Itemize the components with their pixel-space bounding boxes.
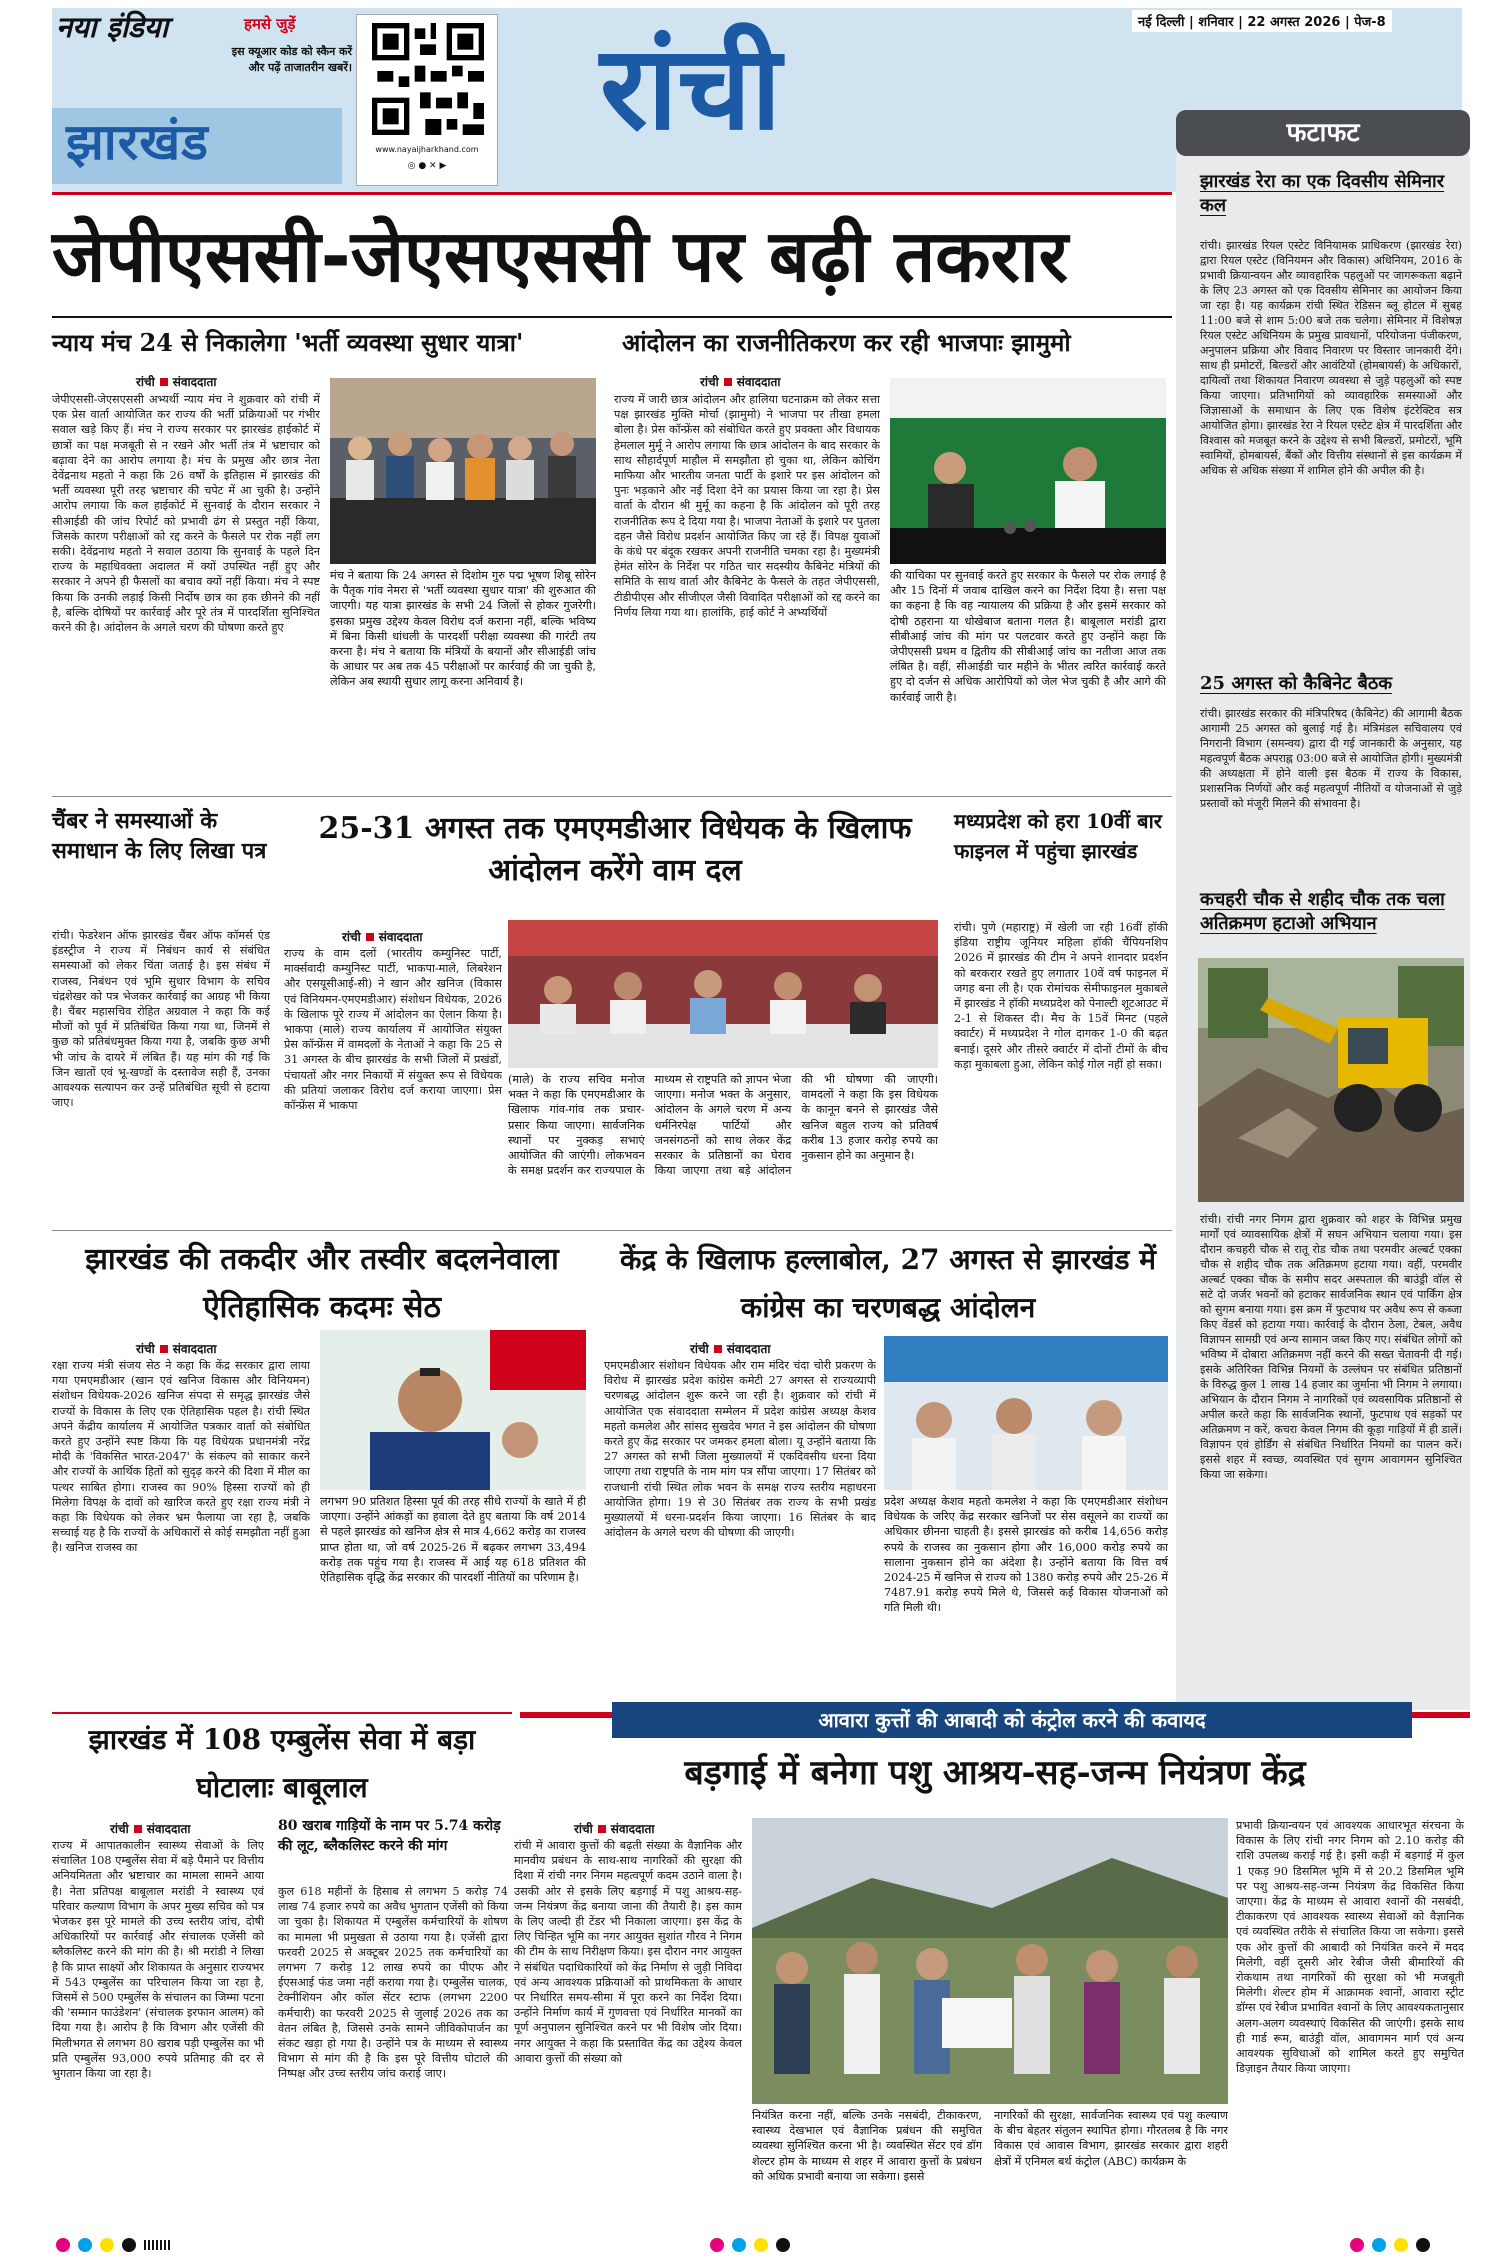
story9-body4: प्रभावी क्रियान्वयन एवं आवश्यक आधारभूत संरचना के विकास के लिए रांची नगर निगम को 2.10 करोड़ की राशि उपलब्ध कराई गई है। इसी कड़ी में बड़गाई में कुल 1 एकड़ 90 डिसमिल भूमि में से 20.2 डिसमिल भूमि पर पशु आश्रय-सह-जन्म नियंत्रण केंद्र विकसित किया जाएगा। केंद्र के माध्यम से आवारा श्वानों की नसबंदी, टीकाकरण एवं आवश्यक स्वास्थ्य सेवाओं को वैज्ञानिक एवं व्यवस्थित तरीके से संचालित किया जा सकेगा। इससे एक ओर कुत्तों की आबादी को नियंत्रित करने में मदद मिलेगी, वहीं दूसरी ओर रेबीज जैसी बीमारियों की रोकथाम तथा नागरिकों की सुरक्षा को भी मजबूती मिलेगी। शेल्टर होम में आक्रामक श्वानों, आवारा स्ट्रीट डॉग्स एवं रेबीज प्रभावित श्वानों के लिए आवश्यकतानुसार अलग-अलग व्यवस्थाएं विकसित की जाएंगी। इसके साथ ही गार्ड रूम, बाउंड्री वॉल, आवागमन मार्ग एवं अन्य आवश्यक सुविधाओं को शामिल करते हुए समुचित डिज़ाइन तैयार किया जाएगा। [1236,1819,1464,2076]
story3-headline[interactable]: चैंबर ने समस्याओं के समाधान के लिए लिखा पत्र [52,808,267,864]
story6-headline[interactable]: झारखंड की तकदीर और तस्वीर बदलनेवाला ऐतिहासिक कदमः सेठ [85,1242,559,1325]
story2-body2: की याचिका पर सुनवाई करते हुए सरकार के फैसले पर रोक लगाई है और 15 दिनों में जवाब दाखिल करने का निर्देश दिया है। सत्ता पक्ष का कहना है कि वह न्यायालय की प्रक्रिया है और इसमें सरकार को दोषी ठहराना या धोखेबाज बताना गलत है। बाबूलाल मरांडी द्वारा सीबीआई जांच की मांग पर पलटवार करते हुए उन्होंने कहा कि जेपीएससी प्रथम व द्वितीय की सीबीआई जांच का नतीजा आज तक लंबित है। वहीं, सीआईडी चार महीने के भीतर त्वरित कार्रवाई करते हुए दो दर्जन से अधिक आरोपियों को जेल भेज चुकी है और आगे की कार्रवाई जारी है। [890,569,1166,704]
story7-body: एमएमडीआर संशोधन विधेयक और राम मंदिर चंदा चोरी प्रकरण के विरोध में झारखंड प्रदेश कांग्रेस कमेटी 27 अगस्त से राज्यव्यापी चरणबद्ध आंदोलन शुरू करने जा रही है। शुक्रवार को रांची में आयोजित एक संवाददाता सम्मेलन में प्रदेश कांग्रेस अध्यक्ष केशव महतो कमलेश और सांसद सुखदेव भगत ने इस आंदोलन की घोषणा करते हुए केंद्र सरकार पर जमकर हमला बोला। यू उन्होंने बताया कि 27 अगस्त को सभी जिला मुख्यालयों में एकदिवसीय धरना दिया जाएगा तथा राष्ट्रपति के नाम मांग पत्र सौंपा जाएगा। 17 सितंबर को राजधानी रांची स्थित लोक भवन के समक्ष राज्य स्तरीय महाधरना आयोजित होगा। 19 से 30 सितंबर तक राज्य के सभी प्रखंड मुख्यालयों में धरना-प्रदर्शन किया जाएगा। 16 सितंबर के बाद आंदोलन के अगले चरण की घोषणा की जाएगी। [604,1359,876,1540]
story2-byline: रांची संवाददाता [700,375,781,389]
story8-headline[interactable]: झारखंड में 108 एम्बुलेंस सेवा में बड़ा घोटालाः बाबूलाल [88,1723,476,1804]
masthead-accent-rule [52,192,1172,195]
story3-body: रांची। फेडरेशन ऑफ झारखंड चैंबर ऑफ कॉमर्स एंड इंडस्ट्रीज ने राज्य में निबंधन कार्य से संबंधित समस्याओं को लेकर चिंता जताई है। इस संबंध में राजस्व, निबंधन एवं भूमि सुधार विभाग के सचिव चंद्रशेखर को पत्र भेजकर कार्रवाई का आग्रह भी किया है। चैंबर महासचिव रोहित अग्रवाल ने कहा कि कई मौजों को पूर्व में प्रतिबंधित किया गया था, जिनमें से कुछ को प्रतिबंधमुक्त किया गया है, जबकि कुछ अभी भी जांच के दायरे में लंबित हैं। यह मांग की गई कि जिन खातों एवं भू-खण्डों के दस्तावेज सही हैं, उनका आवश्यक सत्यापन कर उन्हें प्रतिबंधित सूची से हटाया जाए। [52,929,270,1110]
story1-body: जेपीएससी-जेएसएससी अभ्यर्थी न्याय मंच ने शुक्रवार को रांची में एक प्रेस वार्ता आयोजित कर राज्य की भर्ती प्रक्रियाओं पर गंभीर सवाल खड़े किए हैं। मंच ने राज्य सरकार पर झारखंड हाईकोर्ट में छात्रों का पक्ष मजबूती से न रखने और भर्ती तंत्र में भ्रष्टाचार को बढ़ावा देने का आरोप लगाया है। मंच के प्रमुख और छात्र नेता देवेंद्रनाथ महतो ने कहा कि 26 वर्षों के इतिहास में झारखंड की भर्ती व्यवस्था पूरी तरह भ्रष्टाचार की चपेट में आ चुकी है। उन्होंने आरोप लगाया कि कल हाईकोर्ट में सुनवाई के दौरान सरकार ने सीआईडी की जांच रिपोर्ट को प्रभावी ढंग से प्रस्तुत नहीं किया, जिसके कारण परीक्षाओं को रद्द करने के फैसले पर रोक नहीं लग सकी। देवेंद्रनाथ महतो ने सवाल उठाया कि सुनवाई के पहले दिन राज्य के महाधिवक्ता अदालत में क्यों उपस्थित नहीं हुए और सरकार ने अपने ही फैसलों का बचाव क्यों नहीं किया। मंच ने स्पष्ट किया कि उनकी लड़ाई किसी निर्दोष छात्र का हक छीनने की नहीं है, बल्कि दोषियों पर कार्रवाई और पूरे तंत्र में पारदर्शिता सुनिश्चित करने की है। आंदोलन के अगले चरण की घोषणा करते हुए [52,393,320,635]
story9-body3: नागरिकों की सुरक्षा, सार्वजनिक स्वास्थ्य एवं पशु कल्याण के बीच बेहतर संतुलन स्थापित होगा। गौरतलब है कि नगर विकास एवं आवास विभाग, झारखंड सरकार द्वारा शहरी क्षेत्रों में एनिमल बर्थ कंट्रोल (ABC) कार्यक्रम के [994,2109,1228,2168]
lead-headline-rule [52,316,1172,318]
story4-headline[interactable]: 25-31 अगस्त तक एमएमडीआर विधेयक के खिलाफ आंदोलन करेंगे वाम दल [318,811,912,888]
story1-photo [330,378,596,564]
join-label: हमसे जुड़ें [244,15,296,33]
qr-caption: इस क्यूआर कोड को स्कैन करें और पढ़ें ताजातरीन खबरें। [231,45,352,74]
lead-headline[interactable]: जेपीएससी-जेएसएससी पर बढ़ी तकरार [52,214,1069,298]
story9-body2: नियंत्रित करना नहीं, बल्कि उनके नसबंदी, टीकाकरण, स्वास्थ्य देखभाल एवं वैज्ञानिक प्रबंधन की समुचित व्यवस्था सुनिश्चित करना भी है। व्यवस्थित सेंटर एवं डॉग शेल्टर होम के माध्यम से शहर में आवारा कुत्तों के प्रबंधन को अधिक प्रभावी बनाया जा सकेगा। इससे [752,2109,982,2183]
qr-url: www.nayaijharkhand.com [375,145,479,154]
story8-subhead: 80 खराब गाड़ियों के नाम पर 5.74 करोड़ की लूट, ब्लैकलिस्ट करने की मांग [278,1818,501,1854]
section-rule-2 [52,1230,1172,1231]
story6-body: रक्षा राज्य मंत्री संजय सेठ ने कहा कि केंद्र सरकार द्वारा लाया गया एमएमडीआर (खान एवं खनिज विकास और विनियमन) संशोधन विधेयक-2026 खनिज संपदा से समृद्ध झारखंड जैसे राज्यों के विकास के लिए एक ऐतिहासिक पहल है। रांची स्थित अपने केंद्रीय कार्यालय में आयोजित पत्रकार वार्ता को संबोधित करते हुए उन्होंने स्पष्ट किया कि यह विधेयक प्रधानमंत्री नरेंद्र मोदी के 'विकसित भारत-2047' के संकल्प को साकार करने और राज्यों के आर्थिक हितों को सुदृढ़ करने की दिशा में मील का पत्थर साबित होगा। राजस्व का 90% हिस्सा राज्यों को ही मिलेगा विपक्ष के दावों को खारिज करते हुए रक्षा राज्य मंत्री ने कहा कि विधेयक को लेकर भ्रम फैलाया जा रहा है, जबकि सच्चाई यह है कि राज्यों के अधिकारों से कोई समझौता नहीं हुआ है। खनिज राजस्व का [52,1359,310,1555]
story1-headline[interactable]: न्याय मंच 24 से निकालेगा 'भर्ती व्यवस्था सुधार यात्रा' [52,328,524,357]
section-title: झारखंड [66,113,209,171]
story9-kicker [612,1702,1412,1738]
byline-marker-icon [134,1825,142,1833]
dateline: नई दिल्ली | शनिवार | 22 अगस्त 2026 | पेज-8 [1132,10,1392,32]
story7-photo [884,1336,1168,1490]
fatafat-item2-title[interactable]: 25 अगस्त को कैबिनेट बैठक [1200,673,1393,694]
story7-headline[interactable]: केंद्र के खिलाफ हल्लाबोल, 27 अगस्त से झारखंड में कांग्रेस का चरणबद्ध आंदोलन [620,1243,1156,1324]
byline-marker-icon [366,933,374,941]
social-icons: ◎ ● ✕ ▶ [407,161,447,171]
byline-marker-icon [598,1825,606,1833]
fatafat-tab-label: फटाफट [1286,118,1360,148]
demolition-photo [1198,958,1464,1202]
story9-body: रांची में आवारा कुत्तों की बढ़ती संख्या के वैज्ञानिक और मानवीय प्रबंधन के साथ-साथ नागरिकों की सुरक्षा की दिशा में रांची नगर निगम महत्वपूर्ण कदम उठाने वाला है। उसकी ओर से इसके लिए बड़गाई में पशु आश्रय-सह-जन्म नियंत्रण केंद्र बनाया जाना की तैयारी है। इस काम के लिए जल्दी ही टेंडर भी निकाला जाएगा। इस केंद्र के लिए चिन्हित भूमि का नगर आयुक्त सुशांत गौरव ने निगम की टीम के साथ निरीक्षण किया। इस दौरान नगर आयुक्त ने संबंधित पदाधिकारियों को केंद्र निर्माण से जुड़ी निविदा एवं अन्य आवश्यक प्रक्रियाओं को प्राथमिकता के आधार पर निर्धारित समय-सीमा में पूरा करने का निर्देश दिया। उन्होंने निर्माण कार्य में गुणवत्ता एवं निर्धारित मानकों का पूर्ण अनुपालन सुनिश्चित करने पर भी विशेष जोर दिया। नगर आयुक्त ने कहा कि प्रस्तावित केंद्र का उद्देश्य केवल आवारा कुत्तों की संख्या को [514,1839,742,2065]
story8-byline: रांची संवाददाता [110,1822,191,1836]
story4-byline: रांची संवाददाता [342,930,423,944]
story4-body2: (माले) के राज्य सचिव मनोज भक्त ने कहा कि एमएमडीआर के खिलाफ गांव-गांव तक प्रचार-प्रसार किया जाएगा। सार्वजनिक स्थानों पर नुक्कड़ सभाएं आयोजित की जाएंगी। लोकभवन के समक्ष प्रदर्शन कर राज्यपाल के माध्यम से राष्ट्रपति को ज्ञापन भेजा जाएगा। मनोज भक्त के अनुसार, आंदोलन के अगले चरण में अन्य धर्मनिरपेक्ष पार्टियों और जनसंगठनों को साथ लेकर केंद्र सरकार के प्रतिष्ठानों का घेराव किया जाएगा तथा बड़े आंदोलन की भी घोषणा की जाएगी। वामदलों ने कहा कि इस विधेयक के कानून बनने से झारखंड जैसे खनिज बहुल राज्य को प्रतिवर्ष करीब 13 हजार करोड़ रुपये का नुकसान होने का अनुमान है। [508,1073,938,1178]
story6-byline: रांची संवाददाता [136,1342,217,1356]
story5-body: रांची। पुणे (महाराष्ट्र) में खेली जा रही 16वीं हॉकी इंडिया राष्ट्रीय जूनियर महिला हॉकी चैंपियनशिप 2026 में झारखंड की टीम ने अपने शानदार प्रदर्शन को बरकरार रखते हुए लगातार 10वें वर्ष फाइनल में जगह बना ली है। एक रोमांचक सेमीफाइनल मुकाबले में झारखंड ने हॉकी मध्यप्रदेश को पेनाल्टी शूटआउट में 2-1 से शिकस्त दी। मैच के 15वें मिनट (पहले क्वार्टर) में मध्यप्रदेश ने गोल दागकर 1-0 की बढ़त बनाई। दूसरे और तीसरे क्वार्टर में दोनों टीमों के बीच कड़ा मुकाबला हुआ, लेकिन कोई गोल नहीं हो सका। [954,921,1168,1071]
story6-photo [320,1330,586,1490]
story4-body: राज्य के वाम दलों (भारतीय कम्युनिस्ट पार्टी, मार्क्सवादी कम्युनिस्ट पार्टी, भाकपा-माले, लिबरेशन और एसयूसीआई-सी) ने खान और खनिज (विकास एवं विनियमन-एमएमडीआर) संशोधन विधेयक, 2026 के खिलाफ पूरे राज्य में आंदोलन का ऐलान किया है। भाकपा (माले) राज्य कार्यालय में आयोजित संयुक्त प्रेस कॉन्फ्रेंस में वामदलों के नेताओं ने कहा कि 25 से 31 अगस्त के बीच झारखंड के सभी जिलों में प्रखंडों, पंचायतों और नगर निकायों में संयुक्त रूप से विधेयक की प्रतियां जलाकर विरोध दर्ज कराया जाएगा। प्रेस कॉन्फ्रेंस में भाकपा [284,947,502,1113]
story5-headline[interactable]: मध्यप्रदेश को हरा 10वीं बार फाइनल में पहुंचा झारखंड [954,809,1162,863]
story2-body: राज्य में जारी छात्र आंदोलन और हालिया घटनाक्रम को लेकर सत्ता पक्ष झारखंड मुक्ति मोर्चा (झामुमो) ने भाजपा पर तीखा हमला बोला है। प्रेस कॉन्फ्रेंस को संबोधित करते हुए प्रवक्ता और विधायक हेमलाल मुर्मू ने आरोप लगाया कि छात्र आंदोलन के बाद सरकार के साथ सौहार्दपूर्ण माहौल में समझौता हो चुका था, लेकिन कोचिंग माफिया और भारतीय जनता पार्टी के इशारे पर इस आंदोलन को पुनः भड़काने और नई दिशा देने का प्रयास किया जा रहा है। प्रेस वार्ता के दौरान श्री मुर्मू का कहना है कि आंदोलन को पूरी तरह राजनीतिक रूप दे दिया गया है। भाजपा नेताओं के इशारे पर पुतला दहन जैसे विरोध प्रदर्शन आयोजित किए जा रहे हैं। विपक्ष युवाओं के कंधे पर बंदूक रखकर अपनी राजनीति चमका रहा है। मुख्यमंत्री हेमंत सोरेन के निर्देश पर गठित चार सदस्यीय कैबिनेट मंत्रियों की समिति के साथ वार्ता और कैबिनेट के फैसले के तहत जेपीएससी, टीडीपीएस और सीजीएल जैसी विवादित परीक्षाओं को रद्द करने का निर्णय लिया गया था। हालांकि, हाई कोर्ट ने अभ्यर्थियों [614,393,880,619]
story4-photo [508,920,938,1068]
registration-marks-center [710,2238,790,2252]
byline-marker-icon [714,1345,722,1353]
story8-body: राज्य में आपातकालीन स्वास्थ्य सेवाओं के लिए संचालित 108 एम्बुलेंस सेवा में बड़े पैमाने पर वित्तीय अनियमितता और भ्रष्टाचार का मामला सामने आया है। नेता प्रतिपक्ष बाबूलाल मरांडी ने स्वास्थ्य एवं परिवार कल्याण विभाग के अपर मुख्य सचिव को पत्र भेजकर इस पूरे मामले की उच्च स्तरीय जांच, दोषी अधिकारियों पर कार्रवाई और संचालक एजेंसी को ब्लैकलिस्ट करने की मांग की है। श्री मरांडी ने लिखा है कि प्राप्त साक्ष्यों और शिकायत के अनुसार राज्यभर में 543 एम्बुलेंस का परिचालन किया जा रहा है, जिसमें से 500 एम्बुलेंस के संचालन का जिम्मा पटना की 'सम्मान फाउंडेशन' (संचालक इरफान आलम) को दिया गया है। आरोप है कि विभाग और एजेंसी की मिलीभगत से लगभग 80 खराब पड़ी एम्बुलेंस का भी प्रति एम्बुलेंस 93,000 रुपये प्रतिमाह की दर से भुगतान किया जा रहा है। [52,1839,264,2081]
story9-byline: रांची संवाददाता [574,1822,655,1836]
story6-body2: लगभग 90 प्रतिशत हिस्सा पूर्व की तरह सीधे राज्यों के खाते में ही जाएगा। उन्होंने आंकड़ों का हवाला देते हुए बताया कि वर्ष 2014 से पहले झारखंड को खनिज क्षेत्र से मात्र 4,662 करोड़ का राजस्व प्राप्त होता था, जो वर्ष 2025-26 में बढ़कर लगभग 33,494 करोड़ तक पहुंच गया है। राजस्व में आई यह 618 प्रतिशत की ऐतिहासिक वृद्धि केंद्र सरकार की पारदर्शी नीतियों का परिणाम है। [320,1495,586,1585]
story1-body2: मंच ने बताया कि 24 अगस्त से दिशोम गुरु पद्म भूषण शिबू सोरेन के पैतृक गांव नेमरा से 'भर्ती व्यवस्था सुधार यात्रा' की शुरुआत की जाएगी। यह यात्रा झारखंड के सभी 24 जिलों से होकर गुजरेगी। इसका प्रमुख उद्देश्य केवल विरोध दर्ज कराना नहीं, बल्कि भविष्य में बिना किसी धांधली के पारदर्शी परीक्षा व्यवस्था की गारंटी तय करना है। मंच ने बताया कि मंत्रियों के बयानों और सीआईडी जांच के आधार पर अब तक 45 परीक्षाओं पर कार्रवाई की जा चुकी है, लेकिन अब स्थायी सुधार लागू करना अनिवार्य है। [330,569,596,689]
qr-code[interactable] [356,14,498,186]
story2-headline[interactable]: आंदोलन का राजनीतिकरण कर रही भाजपाः झामुमो [622,328,1071,357]
story9-photo [752,1818,1228,2104]
story7-body2: प्रदेश अध्यक्ष केशव महतो कमलेश ने कहा कि एमएमडीआर संशोधन विधेयक के जरिए केंद्र सरकार खनिजों पर सेस वसूलने का राज्यों का अधिकार छीनना चाहती है। इससे झारखंड को करीब 14,656 करोड़ रुपये के राजस्व का नुकसान होगा और 16,000 करोड़ रुपये का सालाना नुकसान होने का अंदेशा है। उन्होंने बताया कि वित्त वर्ष 2024-25 में खनिज से राज्य को 1380 करोड़ रुपये और 25-26 में 7487.91 करोड़ रुपये मिले थे, जिससे कई विकास योजनाओं को गति मिली थी। [884,1495,1168,1615]
brand-logo[interactable]: नया इंडिया [56,10,169,44]
byline-marker-icon [160,1345,168,1353]
fatafat-tab [1176,110,1470,156]
story8-body2: कुल 618 महीनों के हिसाब से लगभग 5 करोड़ 74 लाख 74 हजार रुपये का अवैध भुगतान एजेंसी को किया जा चुका है। शिकायत में एम्बुलेंस कर्मचारियों के शोषण का मामला भी प्रमुखता से उठाया गया है। एजेंसी द्वारा फरवरी 2025 से अक्टूबर 2025 तक कर्मचारियों का लगभग 7 करोड़ 12 लाख रुपये का पीएफ और ईएसआई फंड जमा नहीं कराया गया है। एम्बुलेंस चालक, टेक्नीशियन और कॉल सेंटर स्टाफ (लगभग 2200 कर्मचारी) का फरवरी 2025 से जुलाई 2026 तक का वेतन लंबित है, जिससे उनके सामने जीविकोपार्जन का संकट खड़ा हो गया है। उन्होंने पत्र के माध्यम से स्वास्थ्य विभाग से मांग की है कि इस पूरे वित्तीय घोटाले की निष्पक्ष और उच्च स्तरीय जांच कराई जाए। [278,1885,508,2081]
fatafat-item1-body: रांची। झारखंड रियल एस्टेट विनियामक प्राधिकरण (झारखंड रेरा) द्वारा रियल एस्टेट (विनियमन और विकास) अधिनियम, 2016 के प्रभावी क्रियान्वयन और व्यावहारिक पहलुओं पर जागरूकता बढ़ाने के लिए 23 अगस्त को एक दिवसीय सेमिनार का आयोजन किया जा रहा है। यह कार्यक्रम रांची स्थित रेडिसन ब्लू होटल में सुबह 11:00 बजे से शाम 5:00 बजे तक चलेगा। सेमिनार में विशेषज्ञ रियल एस्टेट अधिनियम के प्रमुख प्रावधानों, परियोजना पंजीकरण, अनुपालन प्रक्रिया और विवाद निवारण पर विस्तार जानकारी देंगे। साथ ही प्रमोटरों, बिल्डरों और आवंटियों (होमबायर्स) के अधिकारों, दायित्वों तथा शिकायत निवारण व्यवस्था से जुड़े पहलुओं को स्पष्ट किया जाएगा। प्रतिभागियों को व्यावहारिक समस्याओं और जिज्ञासाओं के समाधान के लिए एक विशेष इंटरेक्टिव सत्र आयोजित होगा। झारखंड रेरा ने रियल एस्टेट क्षेत्र में पारदर्शिता और विश्वास को मजबूत करने के उद्देश्य से सभी बिल्डरों, प्रमोटरों, भूमि स्वामियों, होमबायर्स, बैंकों और वित्तीय संस्थानों से इस कार्यक्रम में अधिक से अधिक संख्या में शामिल होने की अपील की है। [1200,239,1462,477]
qr-code-icon [372,23,484,135]
story2-photo [890,378,1166,564]
byline-marker-icon [160,378,168,386]
fatafat-item3-body: रांची। रांची नगर निगम द्वारा शुक्रवार को शहर के विभिन्न प्रमुख मार्गों एवं व्यावसायिक क्षेत्रों में सघन अभियान चलाया गया। इस दौरान कचहरी चौक से रातू रोड चौक तथा परमवीर अल्बर्ट एक्का चौक से शहीद चौक तक अतिक्रमण हटाया गया। वहीं, परमवीर अल्बर्ट एक्का चौक के समीप सदर अस्पताल की बाउंड्री वॉल से सटे दो जर्जर भवनों को हटाकर सार्वजनिक स्थान एवं पार्किंग क्षेत्र को सुगम बनाया गया। इस क्रम में फुटपाथ पर अवैध रूप से कब्जा किए वेंडर्स को हटाया गया। कार्रवाई के दौरान ठेला, टेबल, अवैध विज्ञापन सामग्री एवं अन्य सामान जब्त किए गए। संबंधित लोगों को भविष्य में दोबारा अतिक्रमण नहीं करने की सख्त चेतावनी दी गई। इसके अतिरिक्त विभिन्न नियमों के उल्लंघन पर संबंधित प्रतिष्ठानों के विरुद्ध कुल 1 लाख 14 हजार का जुर्माना भी निगम ने लगाया। अभियान के दौरान निगम ने नागरिकों एवं व्यवसायिक प्रतिष्ठानों से अपील करते कहा कि सार्वजनिक स्थानों, फुटपाथ एवं सड़कों पर अतिक्रमण न करें, कचरा केवल निगम की कूड़ा गाड़ियों में ही डालें। विज्ञापन एवं होर्डिंग से संबंधित निर्धारित नियमों का पालन करें। इससे शहर में स्वच्छ, व्यवस्थित एवं सुगम आवागमन सुनिश्चित किया जा सकेगा। [1200,1213,1462,1481]
fatafat-item3-title[interactable]: कचहरी चौक से शहीद चौक तक चला अतिक्रमण हटाओ अभियान [1200,889,1445,934]
fatafat-item2-body: रांची। झारखंड सरकार की मंत्रिपरिषद (कैबिनेट) की आगामी बैठक आगामी 25 अगस्त को बुलाई गई है। मंत्रिमंडल सचिवालय एवं निगरानी विभाग (समन्वय) द्वारा दी गई जानकारी के अनुसार, यह महत्वपूर्ण बैठक अपराह्न 03:00 बजे से आयोजित होगी। मुख्यमंत्री की अध्यक्षता में होने वाली इस बैठक में राज्य के विकास, प्रशासनिक निर्णयों और कई महत्वपूर्ण नीतियों व योजनाओं से जुड़े प्रस्तावों को मंजूरी मिलने की संभावना है। [1200,707,1462,810]
byline-marker-icon [724,378,732,386]
story1-byline: रांची संवाददाता [136,375,217,389]
registration-marks-right [1350,2238,1430,2252]
city-title: रांची [600,21,782,156]
section-rule-1 [52,796,1172,797]
registration-marks-left [56,2238,170,2252]
story7-byline: रांची संवाददाता [690,1342,771,1356]
story9-kicker-label: आवारा कुत्तों की आबादी को कंट्रोल करने की कवायद [818,1708,1206,1732]
fatafat-item1-title[interactable]: झारखंड रेरा का एक दिवसीय सेमिनार कल [1200,171,1445,216]
section-rule-3 [52,1712,512,1714]
story9-headline[interactable]: बड़गाई में बनेगा पशु आश्रय-सह-जन्म नियंत्रण केंद्र [684,1753,1306,1793]
